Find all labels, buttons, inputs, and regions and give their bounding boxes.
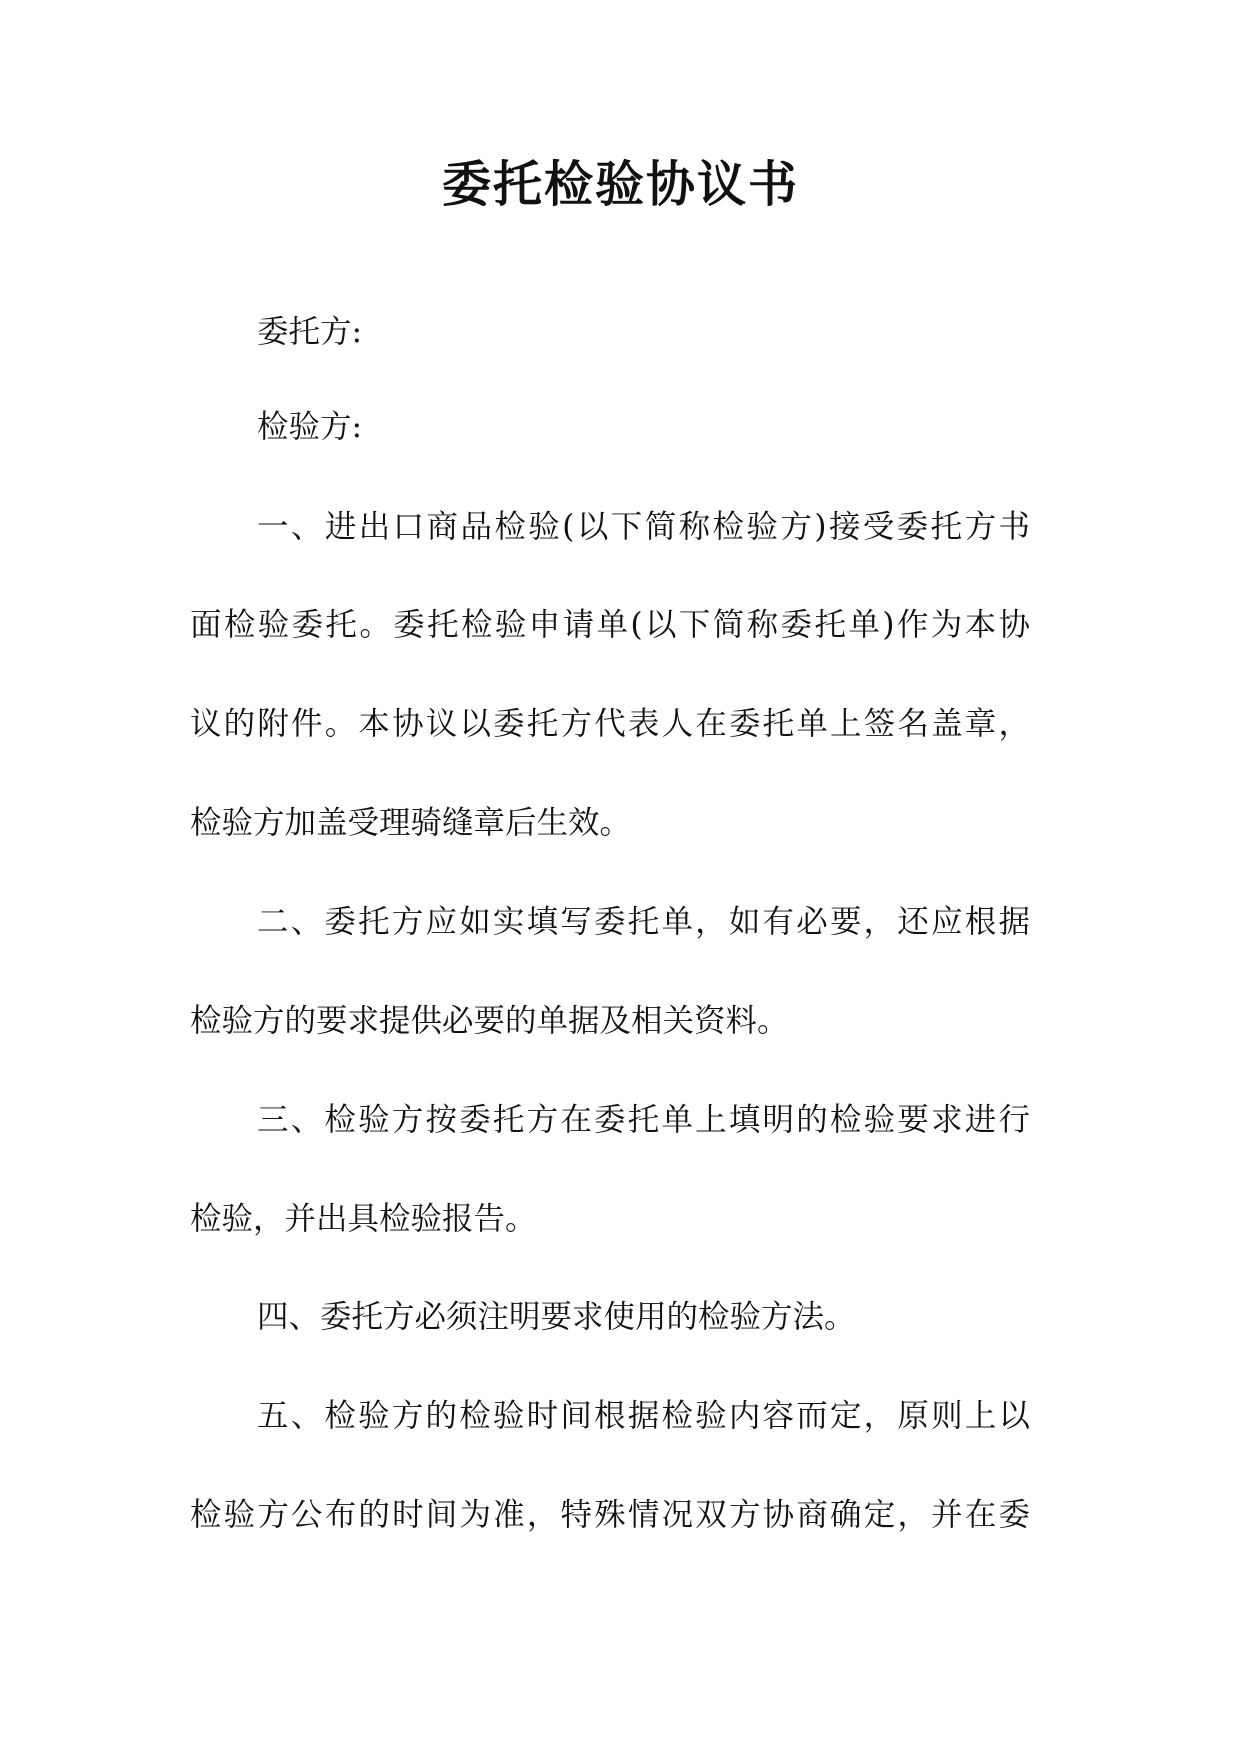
document-title: 委托检验协议书 (441, 156, 799, 213)
inspector-party-label: 检验方: (257, 409, 363, 445)
clause-2-line-1: 二、委托方应如实填写委托单，如有必要，还应根据 (257, 904, 1030, 940)
clause-3-line-1: 三、检验方按委托方在委托单上填明的检验要求进行 (257, 1102, 1030, 1138)
clause-1-line-2: 面检验委托。委托检验申请单(以下简称委托单)作为本协 (190, 607, 1030, 643)
clause-4-line-1: 四、委托方必须注明要求使用的检验方法。 (257, 1299, 856, 1335)
clause-5-line-1: 五、检验方的检验时间根据检验内容而定，原则上以 (257, 1398, 1030, 1434)
client-party-label: 委托方: (257, 314, 363, 350)
clause-1-line-3: 议的附件。本协议以委托方代表人在委托单上签名盖章， (190, 706, 1030, 742)
clause-1-line-4: 检验方加盖受理骑缝章后生效。 (190, 805, 632, 841)
clause-2-line-2: 检验方的要求提供必要的单据及相关资料。 (190, 1003, 789, 1039)
clause-3-line-2: 检验，并出具检验报告。 (190, 1201, 537, 1237)
clause-1-line-1: 一、进出口商品检验(以下简称检验方)接受委托方书 (257, 509, 1030, 545)
clause-5-line-2: 检验方公布的时间为准，特殊情况双方协商确定，并在委 (190, 1497, 1030, 1533)
